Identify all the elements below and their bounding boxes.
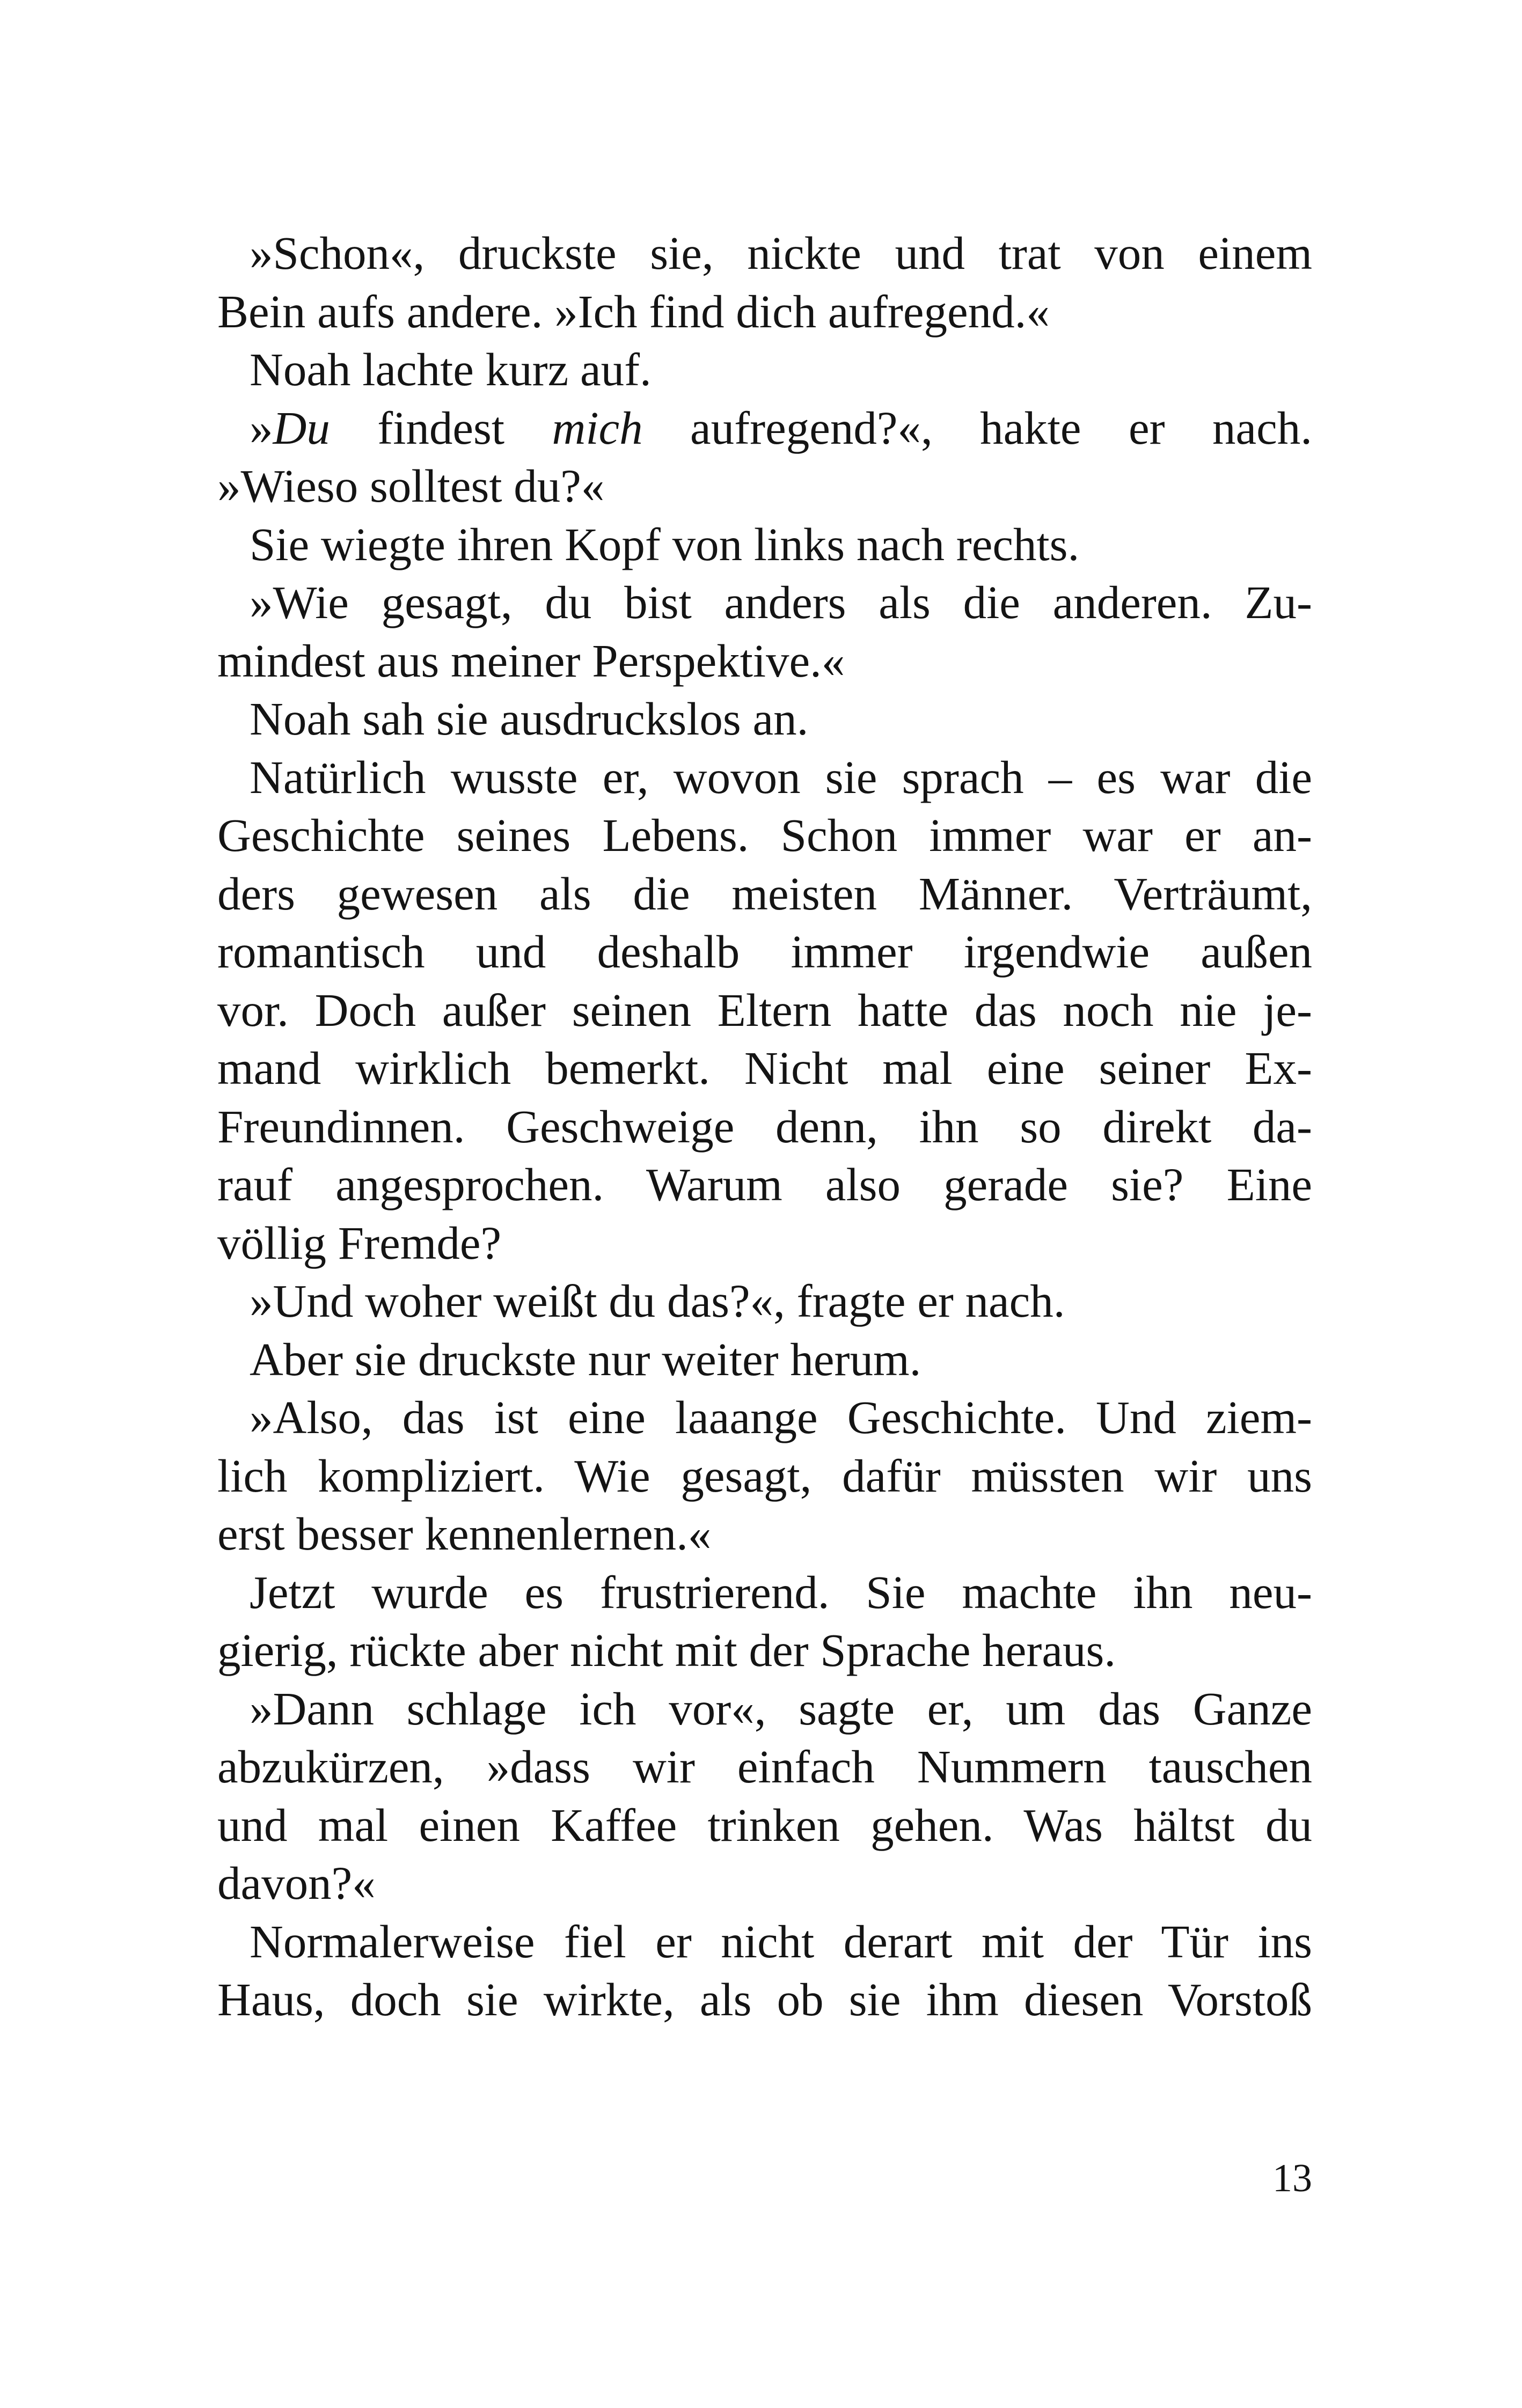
text-line: mand wirklich bemerkt. Nicht mal eine seiner Ex- bbox=[217, 1042, 1312, 1094]
text-line: Freundinnen. Geschweige denn, ihn so direkt da- bbox=[217, 1100, 1312, 1152]
text-line bbox=[217, 399, 1312, 458]
text-line: erst besser kennenlernen.« bbox=[217, 1508, 712, 1560]
text-line: ders gewesen als die meisten Männer. Verträumt, bbox=[217, 867, 1312, 920]
text-line: mindest aus meiner Perspektive.« bbox=[217, 634, 845, 687]
text-segment: aufregend?«, hakte er nach. bbox=[642, 401, 1312, 454]
text-line: romantisch und deshalb immer irgendwie außen bbox=[217, 926, 1312, 978]
text-line: davon?« bbox=[217, 1857, 376, 1909]
text-line: Bein aufs andere. »Ich find dich aufregend.« bbox=[217, 285, 1050, 337]
text-line: und mal einen Kaffee trinken gehen. Was hältst du bbox=[217, 1798, 1312, 1851]
text-line: gierig, rückte aber nicht mit der Sprache heraus. bbox=[217, 1624, 1116, 1676]
text-line: Aber sie druckste nur weiter herum. bbox=[250, 1333, 921, 1385]
text-line: »Schon«, druckste sie, nickte und trat von einem bbox=[250, 227, 1312, 279]
emphasis-text: Du bbox=[273, 401, 330, 454]
text-line: abzukürzen, »dass wir einfach Nummern tauschen bbox=[217, 1741, 1312, 1793]
text-line: lich kompliziert. Wie gesagt, dafür müssten wir uns bbox=[217, 1449, 1312, 1502]
text-line: Jetzt wurde es frustrierend. Sie machte ihn neu- bbox=[250, 1566, 1312, 1618]
text-segment: » bbox=[250, 401, 273, 454]
text-line: Normalerweise fiel er nicht derart mit der Tür ins bbox=[250, 1915, 1312, 1967]
text-line: Sie wiegte ihren Kopf von links nach rechts. bbox=[250, 518, 1080, 570]
emphasis-text: mich bbox=[552, 401, 643, 454]
text-line: »Wieso solltest du?« bbox=[217, 460, 605, 512]
text-line: Haus, doch sie wirkte, als ob sie ihm diesen Vorstoß bbox=[217, 1973, 1312, 2025]
text-line: »Und woher weißt du das?«, fragte er nach. bbox=[250, 1275, 1065, 1327]
text-line: völlig Fremde? bbox=[217, 1216, 502, 1269]
text-line: Natürlich wusste er, wovon sie sprach – es war die bbox=[250, 751, 1312, 803]
body-text bbox=[217, 224, 1312, 2029]
text-line: »Wie gesagt, du bist anders als die anderen. Zu- bbox=[250, 576, 1312, 628]
page-number: 13 bbox=[1272, 2156, 1312, 2200]
text-line: Noah sah sie ausdruckslos an. bbox=[250, 693, 809, 745]
text-line: rauf angesprochen. Warum also gerade sie? Eine bbox=[217, 1158, 1312, 1210]
text-line: »Dann schlage ich vor«, sagte er, um das Ganze bbox=[250, 1682, 1312, 1735]
text-line: vor. Doch außer seinen Eltern hatte das noch nie je- bbox=[217, 983, 1312, 1036]
text-line: »Also, das ist eine laaange Geschichte. Und ziem- bbox=[250, 1391, 1312, 1443]
text-line: Noah lachte kurz auf. bbox=[250, 343, 652, 395]
text-segment: findest bbox=[330, 401, 552, 454]
text-line: Geschichte seines Lebens. Schon immer war er an- bbox=[217, 809, 1312, 861]
